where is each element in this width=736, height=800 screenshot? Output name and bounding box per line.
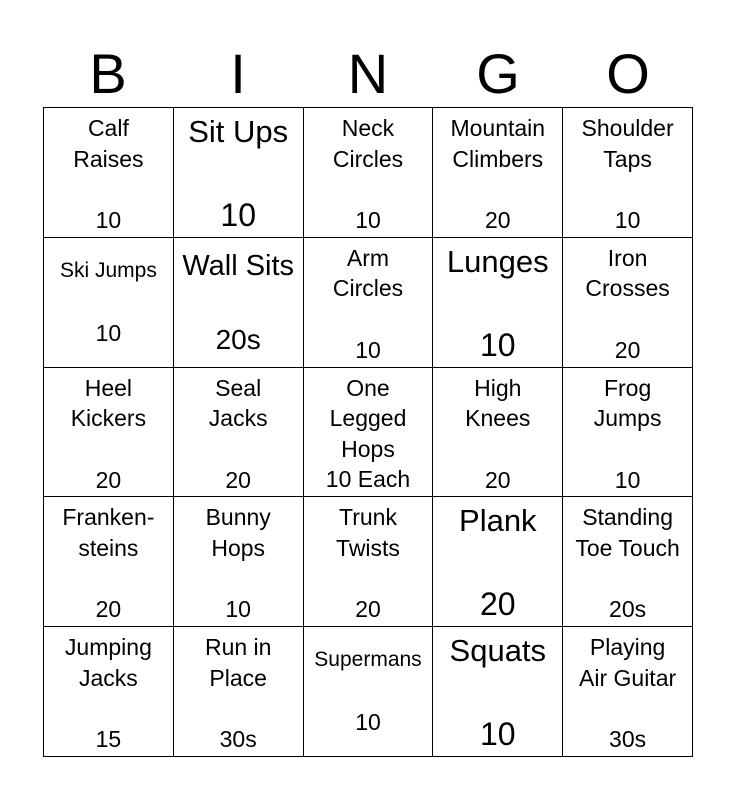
bingo-cell [563, 368, 693, 498]
header-letter-o: O [606, 42, 650, 105]
bingo-cell [44, 627, 174, 757]
header-letter-g: G [476, 42, 520, 105]
exercise-count: 15 [95, 726, 122, 753]
exercise-name: Ski Jumps [59, 258, 157, 282]
bingo-cell [433, 108, 563, 238]
bingo-cell [304, 368, 434, 498]
bingo-cell [304, 497, 434, 627]
exercise-name: High Knees [465, 374, 531, 432]
bingo-cell [174, 368, 304, 498]
exercise-count: 10 [614, 207, 641, 233]
bingo-cell [304, 238, 434, 368]
bingo-cell [174, 627, 304, 757]
exercise-count: 20 [484, 207, 511, 233]
exercise-name: Trunk Twists [336, 504, 400, 561]
exercise-count: 20 [614, 336, 641, 363]
exercise-name: Franken- steins [62, 504, 155, 561]
exercise-name: Seal Jacks [208, 374, 268, 432]
exercise-count: 10 [355, 207, 381, 233]
exercise-count: 10 [479, 716, 516, 753]
exercise-count: 20 [95, 466, 122, 493]
bingo-cell [44, 108, 174, 238]
exercise-count: 20 [225, 466, 251, 493]
exercise-count: 10 [225, 596, 251, 623]
exercise-name: Bunny Hops [205, 504, 271, 561]
bingo-cell [563, 627, 693, 757]
exercise-name: Neck Circles [332, 115, 404, 172]
exercise-name: Calf Raises [73, 115, 144, 172]
exercise-name: One Legged Hops 10 Each [325, 374, 411, 493]
header-letter-n: N [347, 42, 389, 105]
exercise-count: 20 [95, 596, 122, 623]
exercise-count: 30s [609, 726, 647, 753]
bingo-cell [44, 368, 174, 498]
bingo-header [43, 40, 693, 108]
exercise-count: 20s [609, 596, 647, 623]
exercise-count: 30s [219, 726, 257, 753]
exercise-name: Iron Crosses [585, 244, 670, 302]
exercise-name: Shoulder Taps [581, 115, 674, 172]
exercise-count: 20 [355, 596, 381, 623]
exercise-count: 20 [484, 466, 511, 493]
bingo-cell [433, 238, 563, 368]
exercise-name: Standing Toe Touch [575, 504, 680, 561]
exercise-count: 10 [479, 326, 516, 363]
exercise-name: Mountain Climbers [450, 115, 546, 172]
exercise-count: 10 [220, 197, 256, 233]
bingo-cell [174, 108, 304, 238]
exercise-name: Lunges [446, 243, 549, 279]
bingo-cell [44, 497, 174, 627]
bingo-cell [433, 627, 563, 757]
bingo-cell [563, 238, 693, 368]
bingo-cell [304, 627, 434, 757]
bingo-cell [304, 108, 434, 238]
exercise-name: Squats [449, 633, 547, 669]
exercise-name: Frog Jumps [593, 374, 662, 432]
bingo-cell [174, 497, 304, 627]
bingo-cell [433, 497, 563, 627]
bingo-cell [174, 238, 304, 368]
bingo-cell [44, 238, 174, 368]
exercise-name: Playing Air Guitar [579, 634, 677, 691]
bingo-cell [433, 368, 563, 498]
exercise-name: Wall Sits [182, 249, 295, 282]
exercise-count: 10 [355, 709, 381, 736]
exercise-name: Heel Kickers [70, 374, 147, 432]
header-letter-b: B [89, 42, 127, 105]
exercise-count: 20 [479, 586, 516, 623]
exercise-count: 10 [355, 336, 381, 363]
exercise-count: 10 [95, 319, 122, 346]
bingo-cell [563, 497, 693, 627]
bingo-cell [563, 108, 693, 238]
exercise-count: 10 [614, 466, 641, 493]
exercise-count: 10 [95, 207, 122, 233]
header-letter-i: I [230, 42, 246, 105]
exercise-count: 20s [215, 323, 261, 355]
exercise-name: Run in Place [204, 634, 272, 691]
exercise-name: Sit Ups [188, 114, 289, 149]
exercise-name: Plank [459, 503, 537, 539]
bingo-grid [43, 107, 693, 757]
exercise-name: Supermans [314, 648, 422, 672]
exercise-name: Arm Circles [332, 244, 404, 302]
exercise-name: Jumping Jacks [64, 634, 152, 691]
